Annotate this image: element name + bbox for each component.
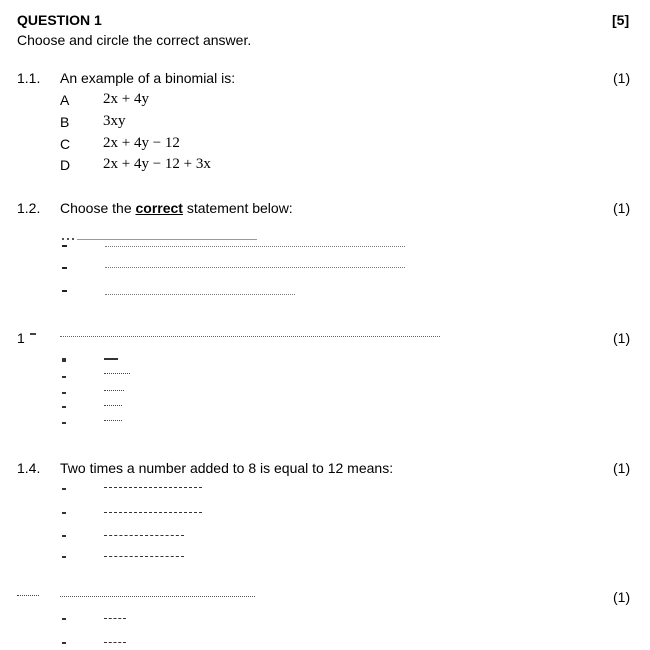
q1-4-marks: (1) xyxy=(613,460,631,476)
option-text-c[interactable]: 2x + 4y − 12 xyxy=(103,135,180,151)
option-letter-a: A xyxy=(60,92,70,108)
q1-4-prompt: Two times a number added to 8 is equal to 12 means: xyxy=(60,460,394,476)
option-text-d[interactable]: 2x + 4y − 12 + 3x xyxy=(103,156,211,172)
q1-3-obscured-option-d xyxy=(104,405,122,407)
q1-4-obscured-marker-d xyxy=(62,556,66,558)
option-text-a[interactable]: 2x + 4y xyxy=(103,91,149,107)
q1-2-obscured-line-a xyxy=(62,227,260,245)
q1-4-obscured-marker-b xyxy=(62,512,66,514)
instruction-text: Choose and circle the correct answer. xyxy=(17,32,252,48)
q1-2-obscured-marker-d xyxy=(62,290,67,292)
q1-1-number: 1.1. xyxy=(17,70,41,86)
q1-4-obscured-option-b xyxy=(104,512,202,514)
q1-5-obscured-marker-b xyxy=(62,642,66,644)
q1-3-obscured-marker-e xyxy=(62,422,66,424)
q1-3-obscured-marker-d xyxy=(62,406,66,408)
q1-2-prompt-emphasis: correct xyxy=(135,200,183,216)
q1-3-obscured-marker-b xyxy=(62,376,66,378)
option-text-b[interactable]: 3xy xyxy=(103,113,126,129)
question-title: QUESTION 1 xyxy=(17,12,102,28)
q1-4-obscured-marker-a xyxy=(62,488,66,490)
q1-3-obscured-option-a xyxy=(104,358,118,360)
q1-3-obscured-option-b xyxy=(104,373,130,375)
q1-5-obscured-option-a xyxy=(104,618,126,620)
option-letter-d: D xyxy=(60,157,71,173)
q1-2-obscured-line-b xyxy=(105,246,405,248)
q1-3-obscured-option-e xyxy=(104,420,122,422)
q1-4-obscured-marker-c xyxy=(62,535,66,537)
option-letter-b: B xyxy=(60,114,70,130)
q1-2-number: 1.2. xyxy=(17,200,41,216)
q1-3-obscured-marker-c xyxy=(62,392,66,394)
q1-5-obscured-marker-a xyxy=(62,618,66,620)
q1-5-obscured-number xyxy=(17,595,39,597)
total-marks: [5] xyxy=(612,12,630,28)
q1-3-obscured-option-c xyxy=(104,390,124,392)
q1-1-prompt: An example of a binomial is: xyxy=(60,70,236,86)
q1-3-obscured-prompt xyxy=(60,336,440,338)
q1-2-obscured-line-d xyxy=(105,294,295,296)
q1-3-obscured-marker-a xyxy=(62,358,66,362)
q1-2-marks: (1) xyxy=(613,200,631,216)
q1-2-obscured-marker-c xyxy=(62,267,67,269)
q1-3-number: 1 xyxy=(17,330,25,346)
q1-2-prompt-after: statement below: xyxy=(182,200,293,216)
q1-4-number: 1.4. xyxy=(17,460,41,476)
q1-5-obscured-option-b xyxy=(104,642,126,644)
q1-3-obscured-number xyxy=(30,333,36,335)
q1-2-obscured-line-c xyxy=(105,267,405,269)
q1-5-marks: (1) xyxy=(613,589,631,605)
q1-4-obscured-option-a xyxy=(104,487,202,489)
q1-2-prompt-before: Choose the xyxy=(60,200,136,216)
q1-2-prompt xyxy=(60,200,293,216)
q1-3-marks: (1) xyxy=(613,330,631,346)
option-letter-c: C xyxy=(60,136,71,152)
q1-2-obscured-marker-b xyxy=(62,245,67,247)
q1-5-obscured-prompt xyxy=(60,596,255,598)
q1-1-marks: (1) xyxy=(613,70,631,86)
q1-4-obscured-option-d xyxy=(104,556,184,558)
q1-4-obscured-option-c xyxy=(104,535,184,537)
